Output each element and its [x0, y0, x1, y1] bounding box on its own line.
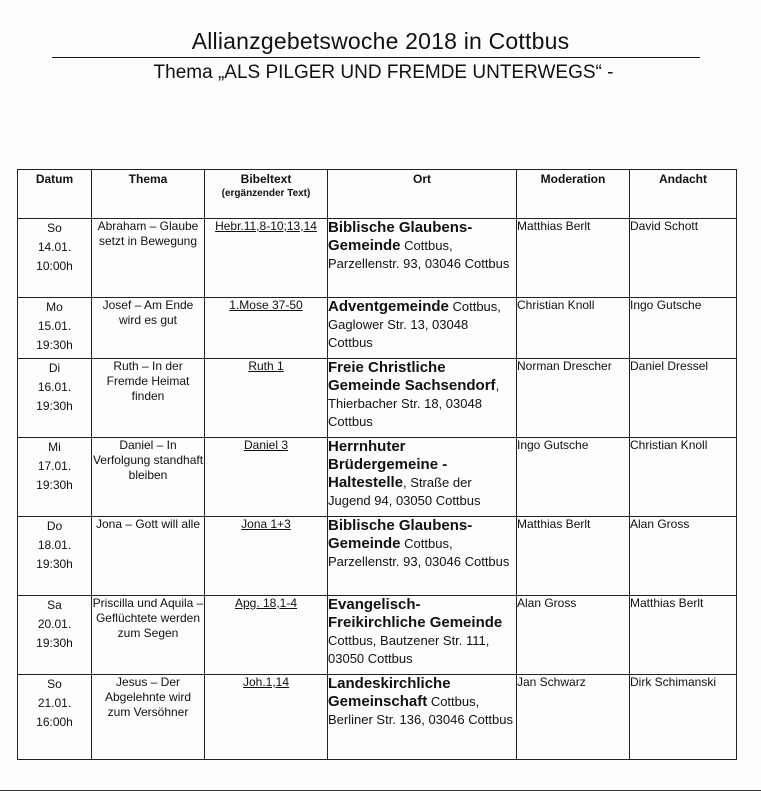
cell-bibeltext	[205, 596, 328, 675]
bible-reference: Jona 1+3	[241, 517, 291, 531]
cell-moderation: Jan Schwarz	[517, 675, 630, 760]
time: 19:30h	[36, 557, 73, 571]
cell-andacht: Matthias Berlt	[630, 596, 737, 675]
table-row	[18, 675, 737, 760]
time: 10:00h	[36, 259, 73, 273]
cell-bibeltext	[205, 219, 328, 298]
cell-ort	[328, 359, 517, 438]
header-datum: Datum	[18, 170, 92, 219]
schedule-table	[17, 169, 737, 760]
cell-moderation: Ingo Gutsche	[517, 438, 630, 517]
venue-address: Cottbus, Berliner Str. 136, 03046 Cottbus	[328, 694, 514, 727]
cell-thema: Ruth – In der Fremde Heimat finden	[92, 359, 205, 438]
venue-name: Biblische Glaubens-Gemeinde	[328, 517, 473, 552]
bible-reference: Apg. 18,1-4	[234, 596, 298, 610]
time: 19:30h	[36, 338, 73, 352]
table-row	[18, 219, 737, 298]
day: So	[47, 677, 62, 691]
cell-moderation: Christian Knoll	[517, 298, 630, 359]
day: So	[47, 221, 62, 235]
cell-andacht: Christian Knoll	[630, 438, 737, 517]
header-bibeltext-sub: (ergänzender Text)	[221, 188, 311, 199]
cell-thema: Josef – Am Ende wird es gut	[92, 298, 205, 359]
cell-thema: Abraham – Glaube setzt in Bewegung	[92, 219, 205, 298]
venue-name: Freie Christliche Gemeinde Sachsendorf	[328, 359, 496, 394]
cell-thema: Daniel – In Verfolgung standhaft bleiben	[92, 438, 205, 517]
date: 16.01.	[37, 380, 72, 394]
table-row	[18, 359, 737, 438]
cell-ort	[328, 517, 517, 596]
bible-reference: Hebr.11,8-10;13,14	[215, 219, 317, 233]
cell-andacht: Ingo Gutsche	[630, 298, 737, 359]
cell-datum	[18, 438, 92, 517]
header-andacht: Andacht	[630, 170, 737, 219]
date: 15.01.	[37, 319, 72, 333]
venue-name: Evangelisch-Freikirchliche Gemeinde	[328, 596, 503, 631]
date: 21.01.	[37, 696, 72, 710]
cell-moderation: Alan Gross	[517, 596, 630, 675]
bible-reference: Ruth 1	[248, 359, 284, 373]
cell-moderation: Norman Drescher	[517, 359, 630, 438]
time: 16:00h	[36, 715, 73, 729]
venue-address: Cottbus, Parzellenstr. 93, 03046 Cottbus	[328, 536, 510, 569]
day: Di	[48, 361, 61, 375]
cell-andacht: David Schott	[630, 219, 737, 298]
venue-name: Biblische Glaubens-Gemeinde	[328, 219, 473, 254]
date: 18.01.	[37, 538, 72, 552]
header-ort: Ort	[328, 170, 517, 219]
cell-datum	[18, 298, 92, 359]
page-title: Allianzgebetswoche 2018 in Cottbus	[191, 28, 570, 54]
table-header-row	[18, 170, 737, 219]
day: Sa	[47, 598, 62, 612]
page-subtitle: Thema „ALS PILGER UND FREMDE UNTERWEGS“ -	[153, 62, 614, 83]
table-row	[18, 298, 737, 359]
header-bibeltext-label: Bibeltext	[240, 172, 292, 186]
header-moderation: Moderation	[517, 170, 630, 219]
venue-name: Herrnhuter Brüdergemeine - Haltestelle	[328, 438, 448, 491]
bible-reference: 1.Mose 37-50	[229, 298, 303, 312]
cell-bibeltext	[205, 359, 328, 438]
table-row	[18, 517, 737, 596]
cell-andacht: Daniel Dressel	[630, 359, 737, 438]
table-row	[18, 596, 737, 675]
bible-reference: Daniel 3	[243, 438, 289, 452]
cell-datum	[18, 359, 92, 438]
cell-moderation: Matthias Berlt	[517, 219, 630, 298]
cell-thema: Priscilla und Aquila – Geflüchtete werden zum Segen	[92, 596, 205, 675]
cell-ort	[328, 298, 517, 359]
venue-address: , Thierbacher Str. 18, 03048 Cottbus	[328, 378, 500, 429]
cell-andacht: Alan Gross	[630, 517, 737, 596]
cell-datum	[18, 675, 92, 760]
cell-bibeltext	[205, 298, 328, 359]
date: 17.01.	[37, 459, 72, 473]
table-row	[18, 438, 737, 517]
venue-name: Adventgemeinde	[328, 298, 449, 315]
cell-thema: Jesus – Der Abgelehnte wird zum Versöhner	[92, 675, 205, 760]
cell-moderation: Matthias Berlt	[517, 517, 630, 596]
page-bottom-edge	[0, 790, 761, 791]
day: Mi	[48, 440, 61, 454]
cell-datum	[18, 219, 92, 298]
date: 20.01.	[37, 617, 72, 631]
day: Do	[46, 519, 63, 533]
cell-andacht: Dirk Schimanski	[630, 675, 737, 760]
time: 19:30h	[36, 636, 73, 650]
cell-ort	[328, 438, 517, 517]
day: Mo	[46, 300, 63, 314]
venue-address: Cottbus, Gaglower Str. 13, 03048 Cottbus	[328, 299, 501, 350]
cell-bibeltext	[205, 517, 328, 596]
cell-datum	[18, 596, 92, 675]
bible-reference: Joh.1,14	[242, 675, 290, 689]
venue-address: Cottbus, Parzellenstr. 93, 03046 Cottbus	[328, 238, 510, 271]
venue-address: , Straße der Jugend 94, 03050 Cottbus	[328, 475, 481, 508]
time: 19:30h	[36, 399, 73, 413]
cell-bibeltext	[205, 438, 328, 517]
venue-address: Cottbus, Bautzener Str. 111, 03050 Cottbus	[328, 633, 490, 666]
venue-name: Landeskirchliche Gemeinschaft	[328, 675, 451, 710]
cell-ort	[328, 596, 517, 675]
header-thema: Thema	[92, 170, 205, 219]
cell-bibeltext	[205, 675, 328, 760]
title-underline	[52, 57, 700, 58]
time: 19:30h	[36, 478, 73, 492]
cell-ort	[328, 219, 517, 298]
header-bibeltext	[205, 170, 328, 219]
cell-ort	[328, 675, 517, 760]
date: 14.01.	[37, 240, 72, 254]
cell-thema: Jona – Gott will alle	[92, 517, 205, 596]
cell-datum	[18, 517, 92, 596]
